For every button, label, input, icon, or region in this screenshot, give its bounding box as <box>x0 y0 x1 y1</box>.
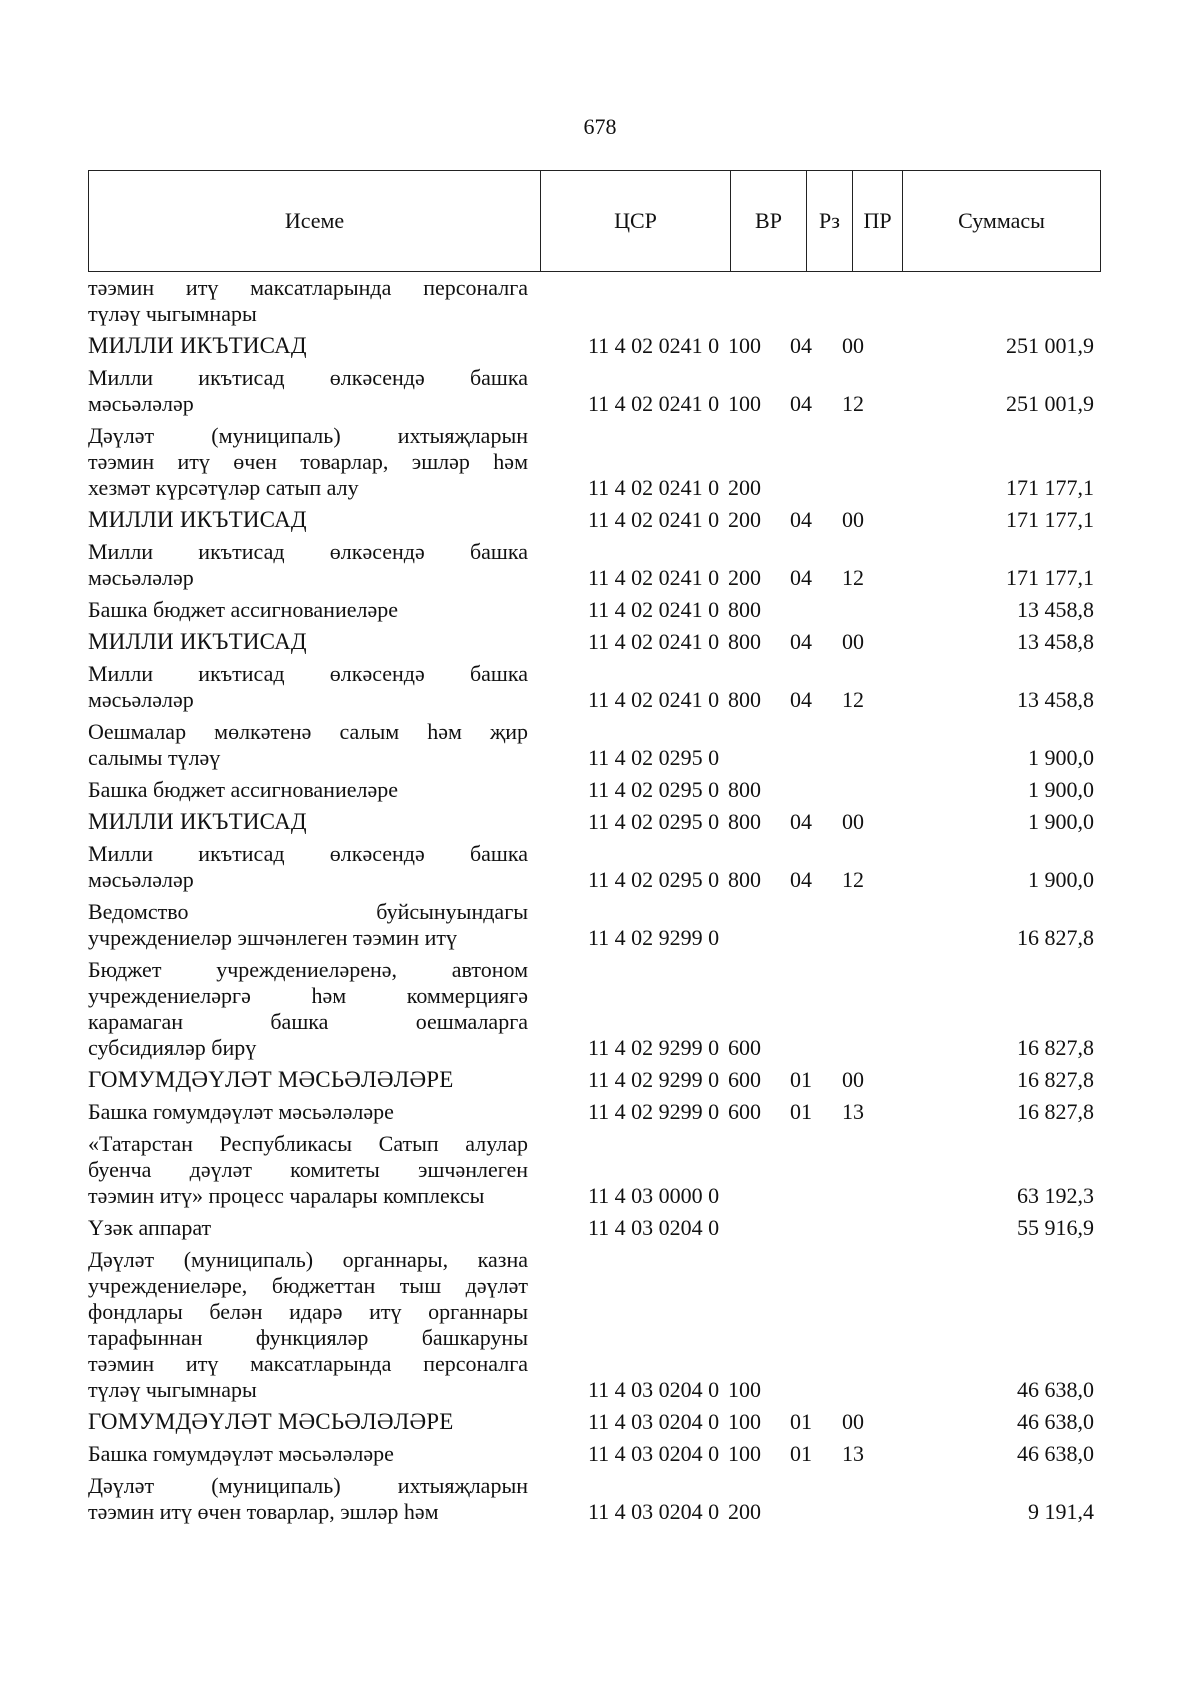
row-name <box>88 957 528 1061</box>
table-row <box>88 1241 1100 1403</box>
row-name <box>88 1409 528 1435</box>
row-rz: 04 <box>790 507 812 532</box>
row-csr: 11 4 02 9299 0 <box>588 925 720 950</box>
table-row <box>88 803 1100 835</box>
row-pr: 00 <box>842 1409 864 1434</box>
row-rz: 04 <box>790 867 812 892</box>
row-name <box>88 1099 528 1125</box>
header-csr: ЦСР <box>541 171 731 272</box>
row-sum: 1 900,0 <box>1028 809 1094 834</box>
row-name-line: Башка бюджет ассигнованиеләре <box>88 597 398 622</box>
row-name <box>88 333 528 359</box>
table-row <box>88 417 1100 501</box>
row-vr: 200 <box>728 1499 761 1524</box>
row-rz: 01 <box>790 1409 812 1434</box>
table-row <box>88 501 1100 533</box>
row-csr: 11 4 02 0241 0 <box>588 333 720 358</box>
row-csr: 11 4 02 0295 0 <box>588 745 720 770</box>
row-name <box>88 629 528 655</box>
row-name <box>88 777 528 803</box>
table-row <box>88 1403 1100 1435</box>
row-name-line: мәсьәләләр <box>88 565 194 590</box>
row-name <box>88 1473 528 1525</box>
page-number: 678 <box>583 114 617 139</box>
row-name <box>88 507 528 533</box>
row-csr: 11 4 03 0204 0 <box>588 1499 720 1524</box>
header-name: Исеме <box>89 171 541 272</box>
row-rz: 04 <box>790 565 812 590</box>
row-name-line: Милли икътисад өлкәсендә башка <box>88 539 528 564</box>
row-vr: 200 <box>728 565 761 590</box>
row-name <box>88 1441 528 1467</box>
table-row <box>88 1061 1100 1093</box>
row-name-line: субсидияләр бирү <box>88 1035 257 1060</box>
row-sum: 1 900,0 <box>1028 777 1094 802</box>
row-pr: 13 <box>842 1441 864 1466</box>
row-name-line: түләү чыгымнары <box>88 301 257 326</box>
row-vr: 600 <box>728 1067 761 1092</box>
table-row <box>88 951 1100 1061</box>
row-csr: 11 4 02 0241 0 <box>588 507 720 532</box>
row-name <box>88 423 528 501</box>
row-name <box>88 1131 528 1209</box>
row-name <box>88 597 528 623</box>
row-rz: 04 <box>790 629 812 654</box>
row-csr: 11 4 02 0295 0 <box>588 777 720 802</box>
row-sum: 1 900,0 <box>1028 745 1094 770</box>
row-name-line: учреждениеләре, бюджеттан тыш дәүләт <box>88 1273 528 1298</box>
row-sum: 46 638,0 <box>1017 1441 1094 1466</box>
table-row <box>88 623 1100 655</box>
row-name <box>88 539 528 591</box>
row-sum: 9 191,4 <box>1028 1499 1094 1524</box>
row-name-line: тәэмин итү максатларында персоналга <box>88 275 528 300</box>
table-row <box>88 1125 1100 1209</box>
row-name-line: ГОМУМДӘҮЛӘТ МӘСЬӘЛӘЛӘРЕ <box>88 1067 454 1092</box>
row-name-line: «Татарстан Республикасы Сатып алулар <box>88 1131 528 1156</box>
row-vr: 800 <box>728 687 761 712</box>
row-csr: 11 4 03 0204 0 <box>588 1409 720 1434</box>
row-pr: 12 <box>842 565 864 590</box>
row-name-line: Оешмалар мөлкәтенә салым һәм җир <box>88 719 528 744</box>
row-rz: 01 <box>790 1067 812 1092</box>
row-name-line: мәсьәләләр <box>88 391 194 416</box>
table-row <box>88 893 1100 951</box>
row-vr: 200 <box>728 507 761 532</box>
header-sum: Суммасы <box>903 171 1101 272</box>
row-pr: 00 <box>842 507 864 532</box>
row-vr: 100 <box>728 1441 761 1466</box>
row-name-line: МИЛЛИ ИКЪТИСАД <box>88 333 307 358</box>
row-name <box>88 661 528 713</box>
row-name-line: МИЛЛИ ИКЪТИСАД <box>88 809 307 834</box>
row-csr: 11 4 03 0204 0 <box>588 1215 720 1240</box>
row-name-line: учреждениеләргә һәм коммерциягә <box>88 983 528 1008</box>
row-name-line: тәэмин итү» процесс чаралары комплексы <box>88 1183 485 1208</box>
row-sum: 251 001,9 <box>1006 391 1094 416</box>
table-row <box>88 327 1100 359</box>
table-row <box>88 275 1100 327</box>
row-name-line: Үзәк аппарат <box>88 1215 212 1240</box>
row-name-line: МИЛЛИ ИКЪТИСАД <box>88 507 307 532</box>
row-rz: 04 <box>790 687 812 712</box>
row-pr: 12 <box>842 391 864 416</box>
row-name <box>88 899 528 951</box>
row-sum: 16 827,8 <box>1017 1035 1094 1060</box>
row-rz: 04 <box>790 809 812 834</box>
row-name-line: Дәүләт (муниципаль) ихтыяҗларын <box>88 1473 528 1498</box>
row-vr: 100 <box>728 391 761 416</box>
row-pr: 12 <box>842 687 864 712</box>
row-sum: 171 177,1 <box>1006 507 1094 532</box>
row-sum: 16 827,8 <box>1017 1067 1094 1092</box>
row-csr: 11 4 03 0204 0 <box>588 1377 720 1402</box>
row-rz: 01 <box>790 1099 812 1124</box>
row-name-line: Ведомство буйсынуындагы <box>88 899 528 924</box>
row-name-line: Дәүләт (муниципаль) органнары, казна <box>88 1247 528 1272</box>
row-name-line: салымы түләү <box>88 745 221 770</box>
row-name <box>88 809 528 835</box>
table-row <box>88 835 1100 893</box>
row-pr: 12 <box>842 867 864 892</box>
row-name-line: хезмәт күрсәтүләр сатып алу <box>88 475 359 500</box>
row-pr: 00 <box>842 333 864 358</box>
row-name-line: түләү чыгымнары <box>88 1377 257 1402</box>
row-name-line: фондлары белән идарә итү органнары <box>88 1299 528 1324</box>
row-name-line: учреждениеләр эшчәнлеген тәэмин итү <box>88 925 458 950</box>
row-csr: 11 4 02 9299 0 <box>588 1099 720 1124</box>
row-rz: 04 <box>790 333 812 358</box>
row-csr: 11 4 02 0241 0 <box>588 629 720 654</box>
row-name <box>88 1247 528 1403</box>
row-name <box>88 719 528 771</box>
row-csr: 11 4 02 0241 0 <box>588 475 720 500</box>
row-vr: 100 <box>728 333 761 358</box>
row-name-line: Башка гомумдәүләт мәсьәләләре <box>88 1441 394 1466</box>
row-csr: 11 4 03 0204 0 <box>588 1441 720 1466</box>
row-sum: 1 900,0 <box>1028 867 1094 892</box>
row-csr: 11 4 02 0295 0 <box>588 809 720 834</box>
row-vr: 800 <box>728 867 761 892</box>
row-csr: 11 4 02 9299 0 <box>588 1067 720 1092</box>
row-vr: 200 <box>728 475 761 500</box>
row-csr: 11 4 02 0295 0 <box>588 867 720 892</box>
row-name <box>88 1067 528 1093</box>
row-rz: 01 <box>790 1441 812 1466</box>
row-name <box>88 1215 528 1241</box>
row-rz: 04 <box>790 391 812 416</box>
row-sum: 13 458,8 <box>1017 687 1094 712</box>
row-vr: 100 <box>728 1409 761 1434</box>
row-name-line: Башка гомумдәүләт мәсьәләләре <box>88 1099 394 1124</box>
row-name-line: Милли икътисад өлкәсендә башка <box>88 841 528 866</box>
table-body <box>88 275 1100 1525</box>
table-header <box>88 170 1101 272</box>
row-sum: 171 177,1 <box>1006 475 1094 500</box>
row-vr: 800 <box>728 629 761 654</box>
table-row <box>88 1467 1100 1525</box>
row-pr: 00 <box>842 629 864 654</box>
row-csr: 11 4 02 0241 0 <box>588 391 720 416</box>
row-name-line: Бюджет учреждениеләренә, автоном <box>88 957 528 982</box>
table-row <box>88 1093 1100 1125</box>
row-sum: 16 827,8 <box>1017 1099 1094 1124</box>
row-csr: 11 4 02 9299 0 <box>588 1035 720 1060</box>
row-csr: 11 4 03 0000 0 <box>588 1183 720 1208</box>
row-name-line: Дәүләт (муниципаль) ихтыяҗларын <box>88 423 528 448</box>
row-name-line: МИЛЛИ ИКЪТИСАД <box>88 629 307 654</box>
row-sum: 55 916,9 <box>1017 1215 1094 1240</box>
row-sum: 171 177,1 <box>1006 565 1094 590</box>
row-name-line: мәсьәләләр <box>88 687 194 712</box>
row-name <box>88 275 528 327</box>
row-name-line: тарафыннан функцияләр башкаруны <box>88 1325 528 1350</box>
row-name <box>88 365 528 417</box>
header-vr: ВР <box>731 171 807 272</box>
row-vr: 800 <box>728 777 761 802</box>
row-sum: 13 458,8 <box>1017 597 1094 622</box>
table-row <box>88 1435 1100 1467</box>
row-sum: 63 192,3 <box>1017 1183 1094 1208</box>
table-row <box>88 533 1100 591</box>
header-pr: ПР <box>853 171 903 272</box>
row-sum: 46 638,0 <box>1017 1377 1094 1402</box>
table-row <box>88 655 1100 713</box>
row-pr: 00 <box>842 809 864 834</box>
table-row <box>88 713 1100 771</box>
row-vr: 800 <box>728 597 761 622</box>
row-pr: 13 <box>842 1099 864 1124</box>
row-vr: 800 <box>728 809 761 834</box>
row-sum: 46 638,0 <box>1017 1409 1094 1434</box>
row-sum: 13 458,8 <box>1017 629 1094 654</box>
row-name-line: карамаган башка оешмаларга <box>88 1009 528 1034</box>
row-name-line: тәэмин итү максатларында персоналга <box>88 1351 528 1376</box>
row-name-line: ГОМУМДӘҮЛӘТ МӘСЬӘЛӘЛӘРЕ <box>88 1409 454 1434</box>
row-name-line: тәэмин итү өчен товарлар, эшләр һәм <box>88 1499 439 1524</box>
row-csr: 11 4 02 0241 0 <box>588 565 720 590</box>
row-name-line: мәсьәләләр <box>88 867 194 892</box>
table-row <box>88 1209 1100 1241</box>
row-name-line: Милли икътисад өлкәсендә башка <box>88 365 528 390</box>
row-csr: 11 4 02 0241 0 <box>588 687 720 712</box>
row-name <box>88 841 528 893</box>
table-row <box>88 359 1100 417</box>
row-name-line: Милли икътисад өлкәсендә башка <box>88 661 528 686</box>
row-vr: 600 <box>728 1035 761 1060</box>
row-sum: 16 827,8 <box>1017 925 1094 950</box>
row-name-line: буенча дәүләт комитеты эшчәнлеген <box>88 1157 528 1182</box>
table-row <box>88 771 1100 803</box>
row-sum: 251 001,9 <box>1006 333 1094 358</box>
row-csr: 11 4 02 0241 0 <box>588 597 720 622</box>
row-vr: 100 <box>728 1377 761 1402</box>
row-pr: 00 <box>842 1067 864 1092</box>
table-row <box>88 591 1100 623</box>
row-vr: 600 <box>728 1099 761 1124</box>
header-rz: Рз <box>807 171 853 272</box>
row-name-line: Башка бюджет ассигнованиеләре <box>88 777 398 802</box>
row-name-line: тәэмин итү өчен товарлар, эшләр һәм <box>88 449 528 474</box>
